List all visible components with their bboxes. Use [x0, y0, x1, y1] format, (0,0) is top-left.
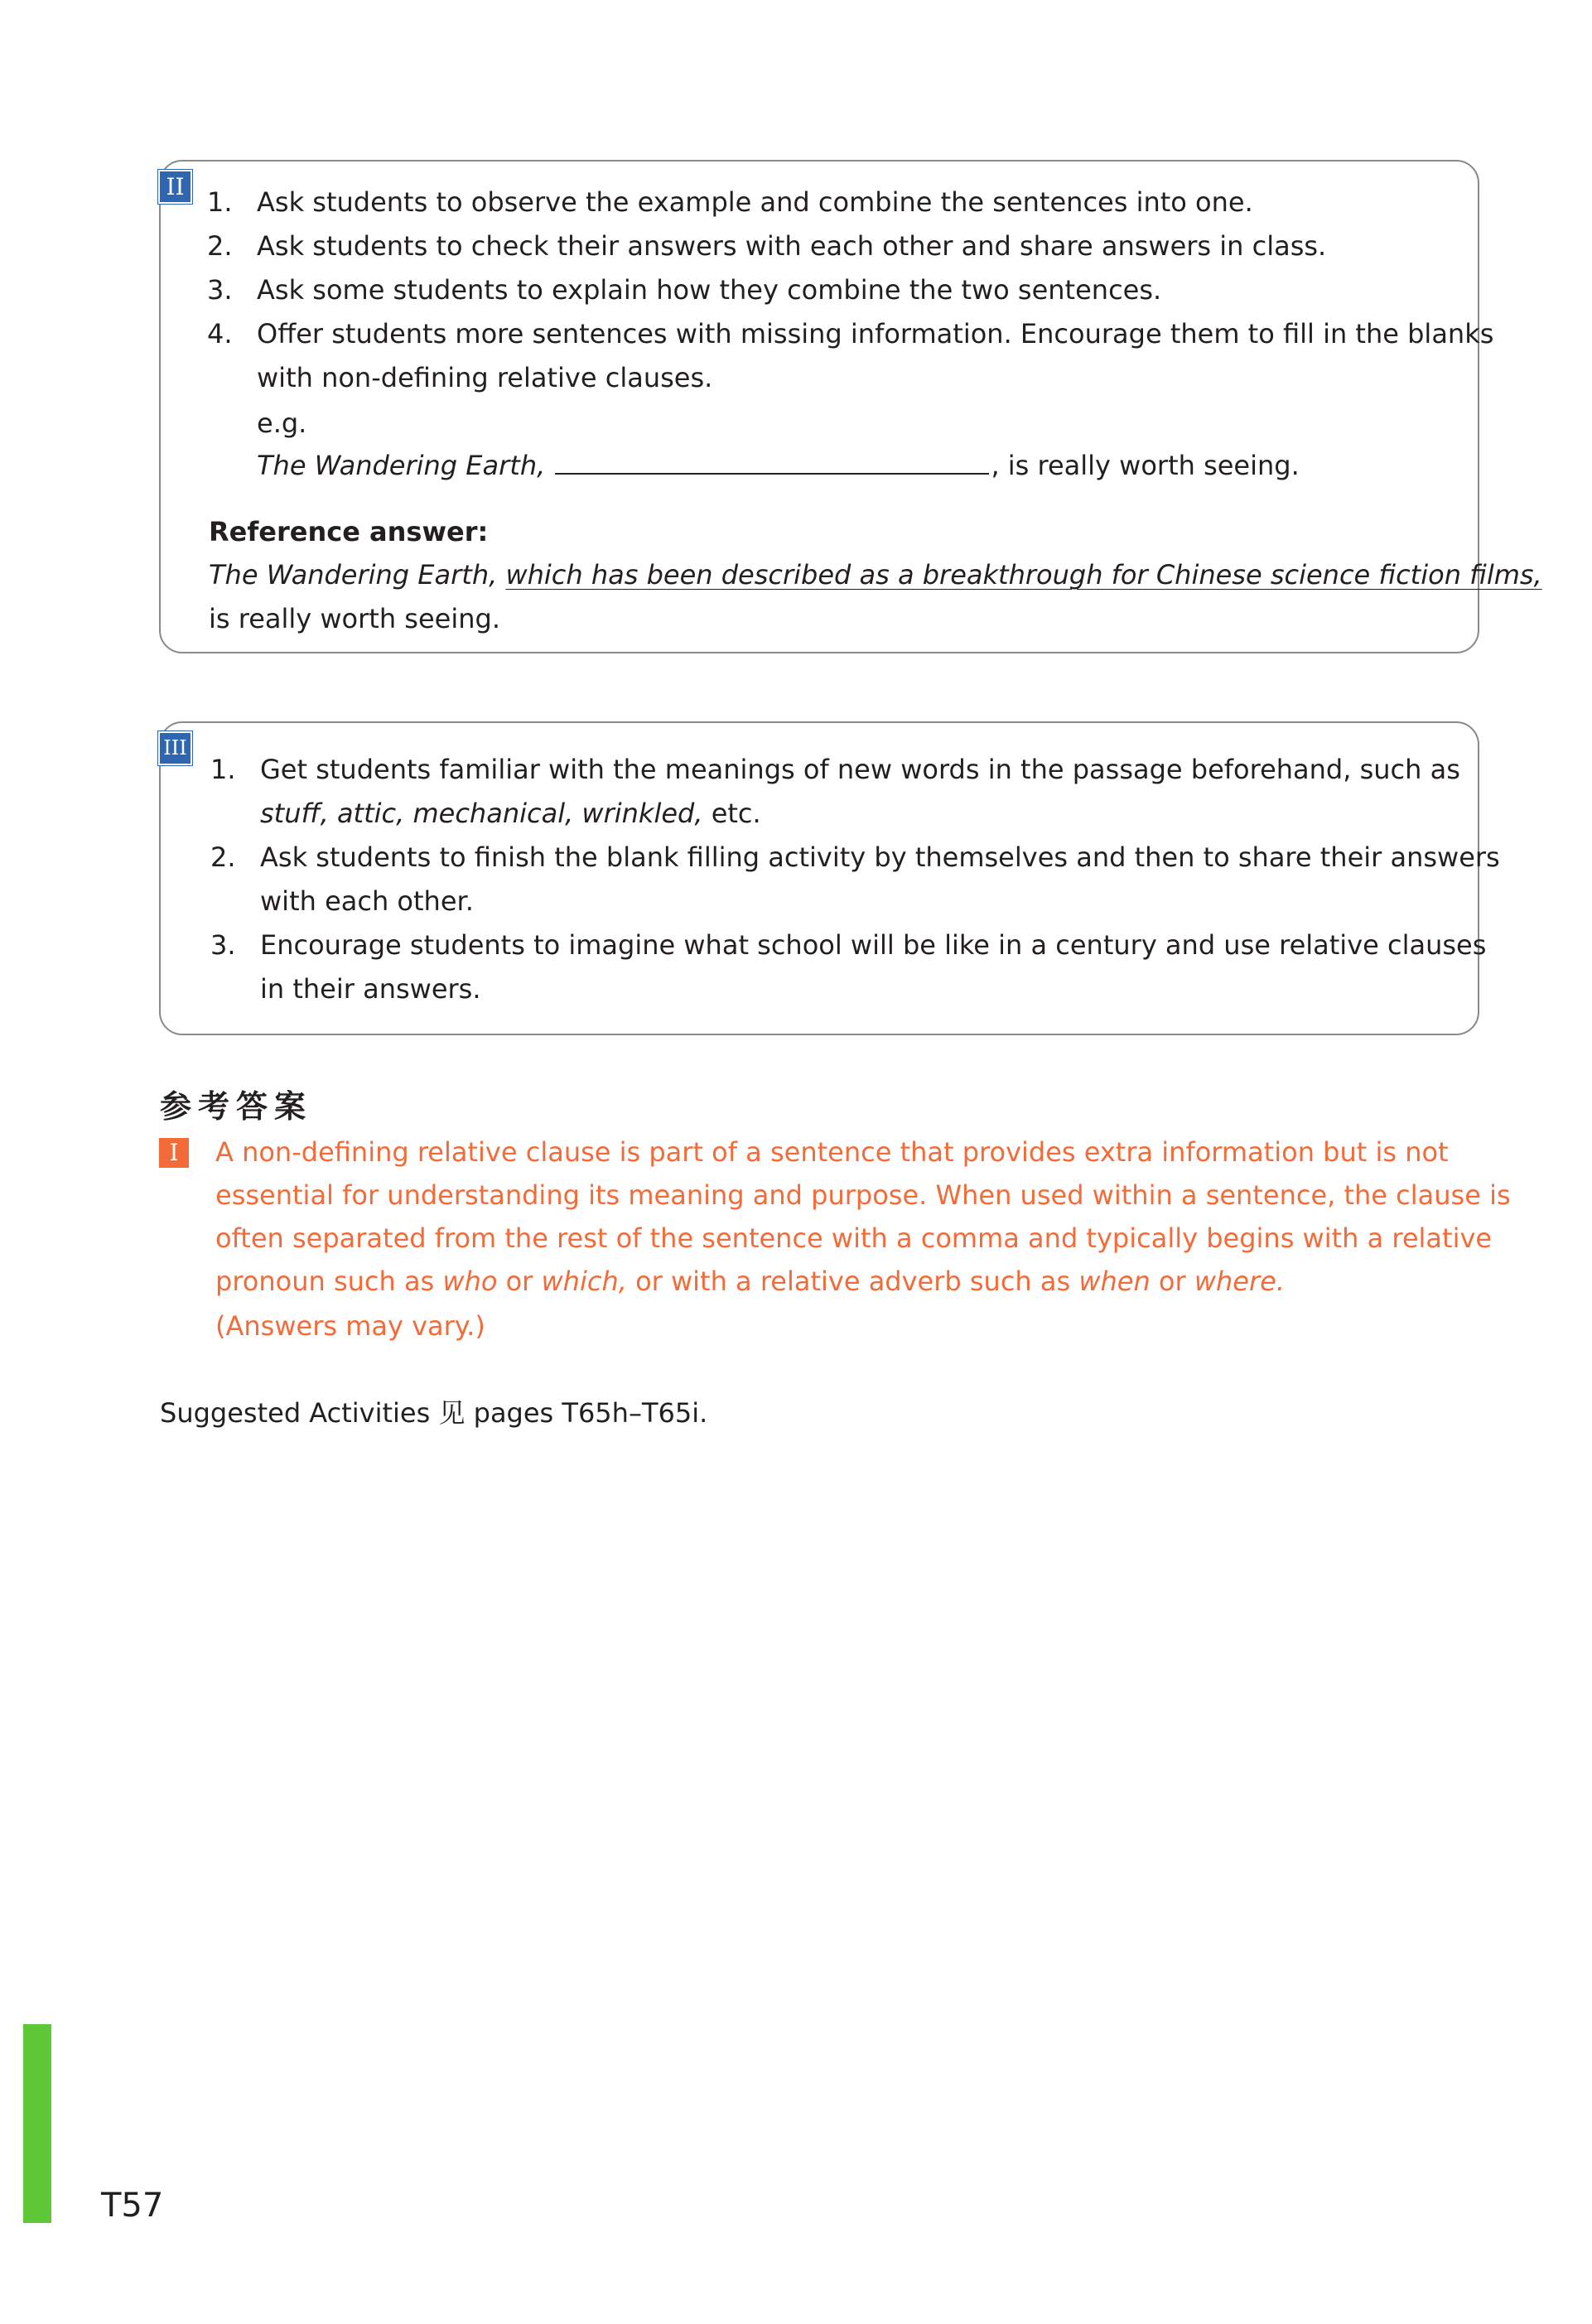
list-item: Offer students more sentences with missing information. Encourage them to fill in the blanks: [257, 318, 1494, 350]
section-iii-tag: III: [158, 731, 192, 765]
list-item: Encourage students to imagine what school will be like in a century and use relative clauses: [260, 929, 1487, 961]
item-number: 3.: [210, 929, 236, 961]
etc-text: etc.: [702, 798, 761, 829]
ref-film-title: The Wandering Earth,: [209, 559, 498, 591]
ref-clause: which has been described as a breakthrough for Chinese science fiction films,: [505, 559, 1542, 591]
list-item: Ask students to observe the example and combine the sentences into one.: [257, 186, 1253, 218]
answer-line: [215, 1263, 1285, 1299]
item-number: 1.: [207, 186, 233, 218]
suggested-activities: Suggested Activities 见 pages T65h–T65i.: [160, 1397, 708, 1429]
example-sentence: [257, 447, 1300, 484]
answer-text-italic: where.: [1194, 1266, 1285, 1297]
list-item: Ask some students to explain how they combine the two sentences.: [257, 274, 1162, 306]
answers-heading: 参考答案: [160, 1088, 313, 1125]
reference-answer-line: [209, 557, 1542, 593]
answer-text-italic: who: [442, 1266, 498, 1297]
answer-line: often separated from the rest of the sentence with a comma and typically begins with a relative: [215, 1222, 1493, 1254]
answer-text-part: or: [497, 1266, 542, 1297]
answer-note: (Answers may vary.): [215, 1310, 485, 1342]
answers-tag: I: [159, 1138, 189, 1168]
film-title: The Wandering Earth,: [257, 450, 546, 481]
answer-text-italic: when: [1078, 1266, 1151, 1297]
list-item-continued: with each other.: [260, 885, 474, 917]
eg-label: e.g.: [257, 407, 307, 439]
answer-line: A non-defining relative clause is part of a sentence that provides extra information but is not: [215, 1136, 1449, 1168]
item-number: 3.: [207, 274, 233, 306]
answer-text-part: or with a relative adverb such as: [626, 1266, 1079, 1297]
answer-text-part: or: [1150, 1266, 1194, 1297]
reference-answer-end: is really worth seeing.: [209, 603, 500, 634]
list-item-continued: in their answers.: [260, 973, 481, 1005]
list-item: Ask students to finish the blank filling activity by themselves and then to share their answers: [260, 841, 1500, 873]
list-item: Get students familiar with the meanings of new words in the passage beforehand, such as: [260, 754, 1460, 785]
item-number: 1.: [210, 754, 236, 785]
item-number: 2.: [210, 841, 236, 873]
list-item-continued: with non-defining relative clauses.: [257, 362, 713, 393]
answer-line: essential for understanding its meaning and purpose. When used within a sentence, the clause is: [215, 1179, 1511, 1211]
list-item: Ask students to check their answers with each other and share answers in class.: [257, 230, 1327, 262]
answer-text-italic: which,: [541, 1266, 627, 1297]
fill-blank: [555, 450, 989, 475]
reference-answer-label: Reference answer:: [209, 516, 489, 547]
item-number: 2.: [207, 230, 233, 262]
page-edge-bar: [23, 2024, 51, 2223]
example-end: , is really worth seeing.: [991, 450, 1300, 481]
section-ii-tag: II: [158, 170, 192, 204]
list-item-continued: [260, 795, 761, 832]
answer-text-part: pronoun such as: [215, 1266, 443, 1297]
vocab-words: stuff, attic, mechanical, wrinkled,: [260, 798, 703, 829]
item-number: 4.: [207, 318, 233, 350]
page-number: T57: [101, 2187, 164, 2225]
